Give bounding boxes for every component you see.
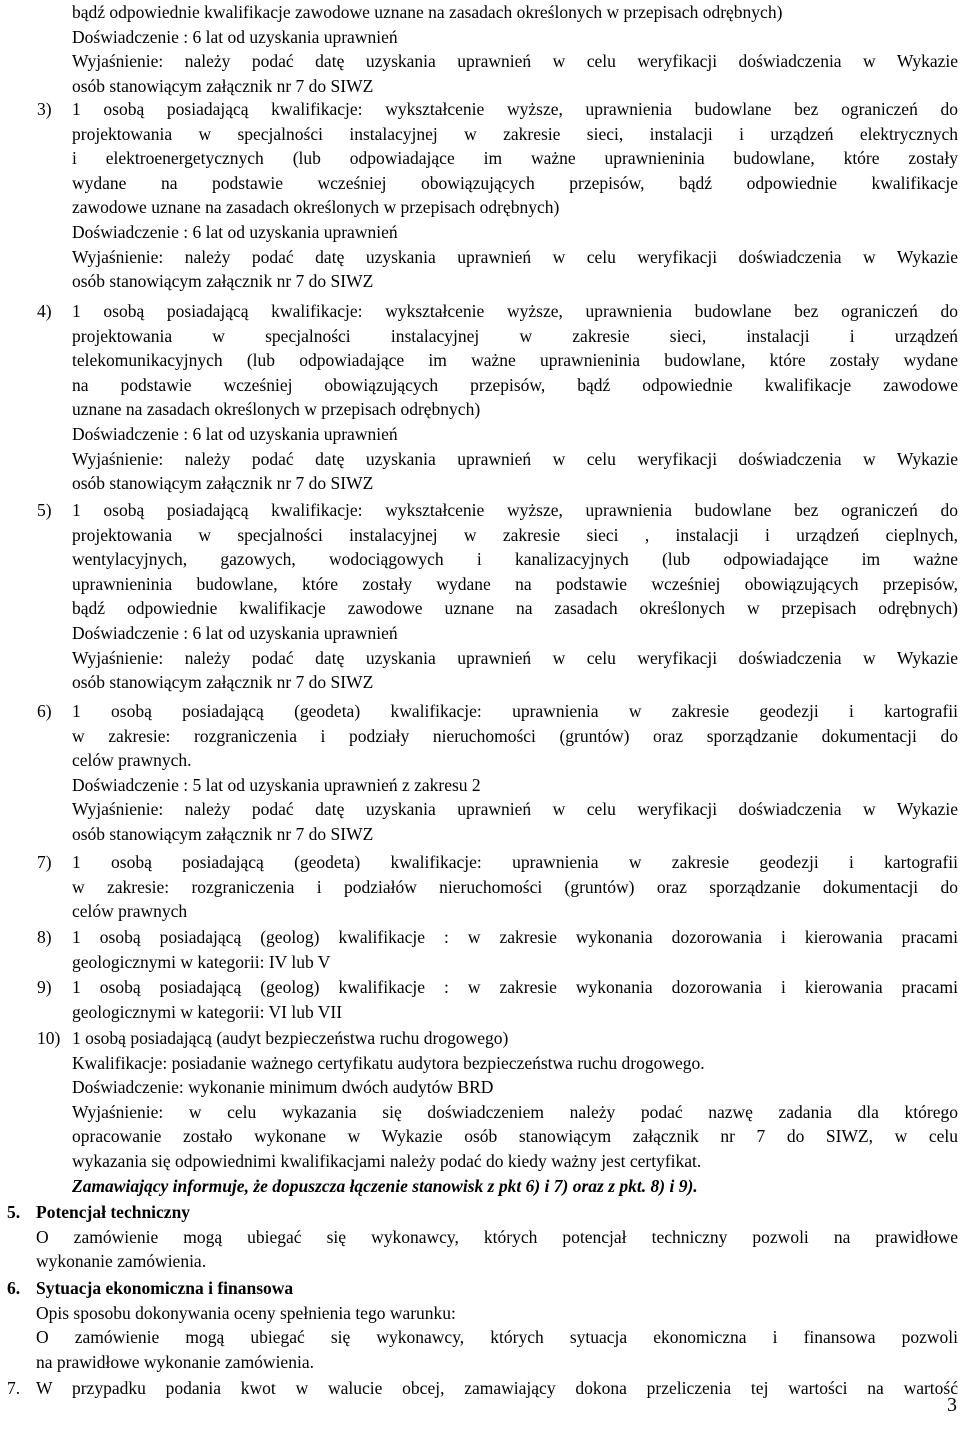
- list-item-7: [72, 850, 958, 924]
- text-line: Kwalifikacje: posiadanie ważnego certyfikatu audytora bezpieczeństwa ruchu drogowego.: [72, 1052, 705, 1073]
- text-line: bądź odpowiednie kwalifikacje zawodowe uznane na zasadach określonych w przepisach odrębnych): [72, 598, 958, 619]
- text-line: na podstawie wcześniej obowiązujących przepisów, bądź odpowiednie kwalifikacje zawodowe: [72, 374, 958, 395]
- text-line: uprawnieninia budowlane, które zostały wydane na podstawie wcześniej obowiązujących przepisów,: [72, 573, 958, 594]
- text-line: wykazania się odpowiednimi kwalifikacjami należy podać do kiedy ważny jest certyfikat.: [72, 1150, 702, 1171]
- list-item-6: [72, 699, 958, 847]
- section-heading: Potencjał techniczny: [36, 1202, 191, 1222]
- text-line: osób stanowiącym załącznik nr 7 do SIWZ: [72, 271, 374, 292]
- text-line: O zamówienie mogą ubiegać się wykonawcy, których potencjał techniczny pozwoli na prawidłowe: [36, 1226, 958, 1247]
- text-line: 1 osobą posiadającą (geodeta) kwalifikacje: uprawnienia w zakresie geodezji i kartografii: [72, 701, 958, 721]
- text-line: Wyjaśnienie: należy podać datę uzyskania uprawnień w celu weryfikacji doświadczenia w Wykazie: [72, 246, 958, 267]
- section-6: [36, 1276, 958, 1374]
- text-line: celów prawnych: [72, 901, 188, 922]
- text-line: telekomunikacyjnych (lub odpowiadające im ważne uprawnieninia budowlane, które zostały wydane: [72, 350, 958, 371]
- text-line: wentylacyjnych, gazowych, wodociągowych i kanalizacyjnych (lub odpowiadające im ważne: [72, 549, 958, 570]
- text-line: osób stanowiącym załącznik nr 7 do SIWZ: [72, 473, 374, 494]
- text-line: Doświadczenie : 6 lat od uzyskania uprawnień: [72, 221, 398, 242]
- text-line: 1 osobą posiadającą kwalifikacje: wykształcenie wyższe, uprawnienia budowlane bez ograniczeń do: [72, 301, 958, 321]
- text-line: i elektroenergetycznych (lub odpowiadające im ważne uprawnieninia budowlane, które zostały: [72, 148, 958, 169]
- item-number: 4): [37, 301, 52, 321]
- text-line: bądź odpowiednie kwalifikacje zawodowe uznane na zasadach określonych w przepisach odrębnych): [72, 2, 783, 22]
- item-number: 8): [37, 927, 52, 947]
- text-line: Opis sposobu dokonywania oceny spełnienia tego warunku:: [36, 1302, 456, 1323]
- item-number: 5): [37, 500, 52, 520]
- item-number: 9): [37, 977, 52, 997]
- section-number: 5.: [7, 1202, 21, 1222]
- list-item-4: [72, 299, 958, 496]
- list-item-9: [72, 975, 958, 1024]
- list-item-3: [72, 97, 958, 294]
- text-line: celów prawnych.: [72, 750, 192, 771]
- section-number: 7.: [7, 1378, 21, 1398]
- item-number: 3): [37, 99, 52, 119]
- text-line: osób stanowiącym załącznik nr 7 do SIWZ: [72, 672, 374, 693]
- text-line: w zakresie: rozgraniczenia i podziałów nieruchomości (gruntów) oraz sporządzanie dokumentacji do: [72, 876, 958, 897]
- text-line: W przypadku podania kwot w walucie obcej, zamawiający dokona przeliczenia tej wartości na wartość: [36, 1378, 958, 1398]
- text-line: na prawidłowe wykonanie zamówienia.: [36, 1351, 314, 1372]
- section-number: 6.: [7, 1278, 21, 1298]
- text-line: osób stanowiącym załącznik nr 7 do SIWZ: [72, 823, 374, 844]
- text-line: w zakresie: rozgraniczenia i podziały nieruchomości (gruntów) oraz sporządzanie dokumentacji do: [72, 725, 958, 746]
- list-item-5: [72, 498, 958, 695]
- text-line: Doświadczenie : 6 lat od uzyskania uprawnień: [72, 423, 398, 444]
- text-line: 1 osobą posiadającą kwalifikacje: wykształcenie wyższe, uprawnienia budowlane bez ograniczeń do: [72, 500, 958, 520]
- text-line: 1 osobą posiadającą (geolog) kwalifikacje : w zakresie wykonania dozorowania i kierowania pracami: [72, 977, 958, 997]
- section-5: [36, 1200, 958, 1274]
- text-line: opracowanie zostało wykonane w Wykazie osób stanowiącym załącznik nr 7 do SIWZ, w celu: [72, 1126, 958, 1147]
- text-line: projektowania w specjalności instalacyjnej w zakresie sieci , instalacji i urządzeń cieplnych,: [72, 524, 958, 545]
- text-line: projektowania w specjalności instalacyjnej w zakresie sieci, instalacji i urządzeń elektrycznych: [72, 123, 958, 144]
- text-line: geologicznymi w kategorii: VI lub VII: [72, 1001, 343, 1022]
- text-line: 1 osobą posiadającą (geolog) kwalifikacje : w zakresie wykonania dozorowania i kierowania pracami: [72, 927, 958, 947]
- list-item-8: [72, 925, 958, 974]
- text-line: Wyjaśnienie: należy podać datę uzyskania uprawnień w celu weryfikacji doświadczenia w Wykazie: [72, 799, 958, 820]
- text-line: zawodowe uznane na zasadach określonych w przepisach odrębnych): [72, 197, 560, 218]
- text-line: geologicznymi w kategorii: IV lub V: [72, 951, 331, 972]
- text-line: Doświadczenie : 6 lat od uzyskania uprawnień: [72, 622, 398, 643]
- text-line: osób stanowiącym załącznik nr 7 do SIWZ: [72, 75, 374, 96]
- list-item-10: [72, 1026, 958, 1198]
- combination-note: Zamawiający informuje, że dopuszcza łączenie stanowisk z pkt 6) i 7) oraz z pkt. 8) i 9).: [72, 1175, 698, 1196]
- top-continuation: [72, 0, 958, 98]
- text-line: uznane na zasadach określonych w przepisach odrębnych): [72, 399, 481, 420]
- text-line: 1 osobą posiadającą (geodeta) kwalifikacje: uprawnienia w zakresie geodezji i kartografii: [72, 852, 958, 872]
- text-line: Wyjaśnienie: należy podać datę uzyskania uprawnień w celu weryfikacji doświadczenia w Wykazie: [72, 647, 958, 668]
- text-line: Doświadczenie : 5 lat od uzyskania uprawnień z zakresu 2: [72, 774, 481, 795]
- text-line: Wyjaśnienie: należy podać datę uzyskania uprawnień w celu weryfikacji doświadczenia w Wykazie: [72, 51, 958, 72]
- item-number: 10): [37, 1028, 61, 1048]
- text-line: 1 osobą posiadającą kwalifikacje: wykształcenie wyższe, uprawnienia budowlane bez ograniczeń do: [72, 99, 958, 119]
- text-line: wydane na podstawie wcześniej obowiązujących przepisów, bądź odpowiednie kwalifikacje: [72, 172, 958, 193]
- text-line: Wyjaśnienie: należy podać datę uzyskania uprawnień w celu weryfikacji doświadczenia w Wykazie: [72, 448, 958, 469]
- item-number: 7): [37, 852, 52, 872]
- text-line: Doświadczenie: wykonanie minimum dwóch audytów BRD: [72, 1077, 494, 1098]
- section-heading: Sytuacja ekonomiczna i finansowa: [36, 1278, 294, 1298]
- text-line: Wyjaśnienie: w celu wykazania się doświadczeniem należy podać nazwę zadania dla którego: [72, 1101, 958, 1122]
- text-line: wykonanie zamówienia.: [36, 1251, 207, 1272]
- section-7: [36, 1376, 958, 1401]
- page-number: 3: [947, 1394, 957, 1416]
- text-line: O zamówienie mogą ubiegać się wykonawcy, których sytuacja ekonomiczna i finansowa pozwoli: [36, 1327, 958, 1348]
- text-line: 1 osobą posiadającą (audyt bezpieczeństwa ruchu drogowego): [72, 1028, 509, 1048]
- item-number: 6): [37, 701, 52, 721]
- text-line: projektowania w specjalności instalacyjnej w zakresie sieci, instalacji i urządzeń: [72, 325, 958, 346]
- text-line: Doświadczenie : 6 lat od uzyskania uprawnień: [72, 26, 398, 47]
